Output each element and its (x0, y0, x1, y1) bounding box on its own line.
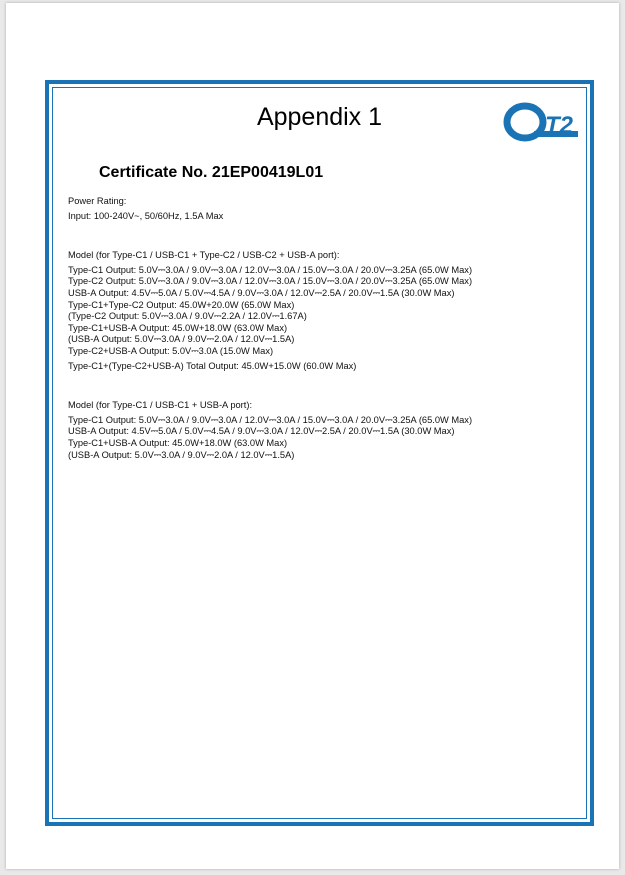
document-page (6, 3, 619, 869)
power-input: Input: 100-240V~, 50/60Hz, 1.5A Max (68, 210, 224, 221)
model1-line: USB-A Output: 4.5V⎓5.0A / 5.0V⎓4.5A / 9.0V⎓3.0A / 12.0V⎓2.5A / 20.0V⎓1.5A (30.0W Max) (68, 287, 455, 298)
power-rating-heading: Power Rating: (68, 196, 127, 206)
model1-line: (Type-C2 Output: 5.0V⎓3.0A / 9.0V⎓2.2A / 12.0V⎓1.67A) (68, 311, 307, 322)
model2-line: Type-C1 Output: 5.0V⎓3.0A / 9.0V⎓3.0A / 12.0V⎓3.0A / 15.0V⎓3.0A / 20.0V⎓3.25A (65.0W Max) (68, 414, 473, 425)
certificate-number: Certificate No. 21EP00419L01 (99, 164, 324, 181)
model1-total-output: Type-C1+(Type-C2+USB-A) Total Output: 45.0W+15.0W (60.0W Max) (68, 360, 357, 371)
model2-line: (USB-A Output: 5.0V⎓3.0A / 9.0V⎓2.0A / 12.0V⎓1.5A) (68, 449, 295, 460)
model1-line: Type-C2+USB-A Output: 5.0V⎓3.0A (15.0W Max) (68, 345, 274, 356)
page-border-inner (52, 87, 587, 819)
logo-letters: T2 (544, 112, 574, 139)
model1-line: Type-C1 Output: 5.0V⎓3.0A / 9.0V⎓3.0A / 12.0V⎓3.0A / 15.0V⎓3.0A / 20.0V⎓3.25A (65.0W Max) (68, 264, 473, 275)
model2-line: Type-C1+USB-A Output: 45.0W+18.0W (63.0W Max) (68, 437, 288, 448)
page-border (45, 80, 594, 826)
model1-line: Type-C1+USB-A Output: 45.0W+18.0W (63.0W Max) (68, 322, 288, 333)
model1-line: (USB-A Output: 5.0V⎓3.0A / 9.0V⎓2.0A / 12.0V⎓1.5A) (68, 334, 295, 345)
certificate-body (68, 196, 578, 461)
qt2-logo (501, 101, 581, 147)
page-title: Appendix 1 (256, 103, 383, 131)
model1-heading: Model (for Type-C1 / USB-C1 + Type-C2 / USB-C2 + USB-A port): (68, 250, 340, 261)
model1-line: Type-C1+Type-C2 Output: 45.0W+20.0W (65.0W Max) (68, 299, 295, 310)
model2-heading: Model (for Type-C1 / USB-C1 + USB-A port): (68, 400, 253, 411)
model1-line: Type-C2 Output: 5.0V⎓3.0A / 9.0V⎓3.0A / 12.0V⎓3.0A / 15.0V⎓3.0A / 20.0V⎓3.25A (65.0W Max) (68, 276, 473, 287)
model2-line: USB-A Output: 4.5V⎓5.0A / 5.0V⎓4.5A / 9.0V⎓3.0A / 12.0V⎓2.5A / 20.0V⎓1.5A (30.0W Max) (68, 426, 455, 437)
